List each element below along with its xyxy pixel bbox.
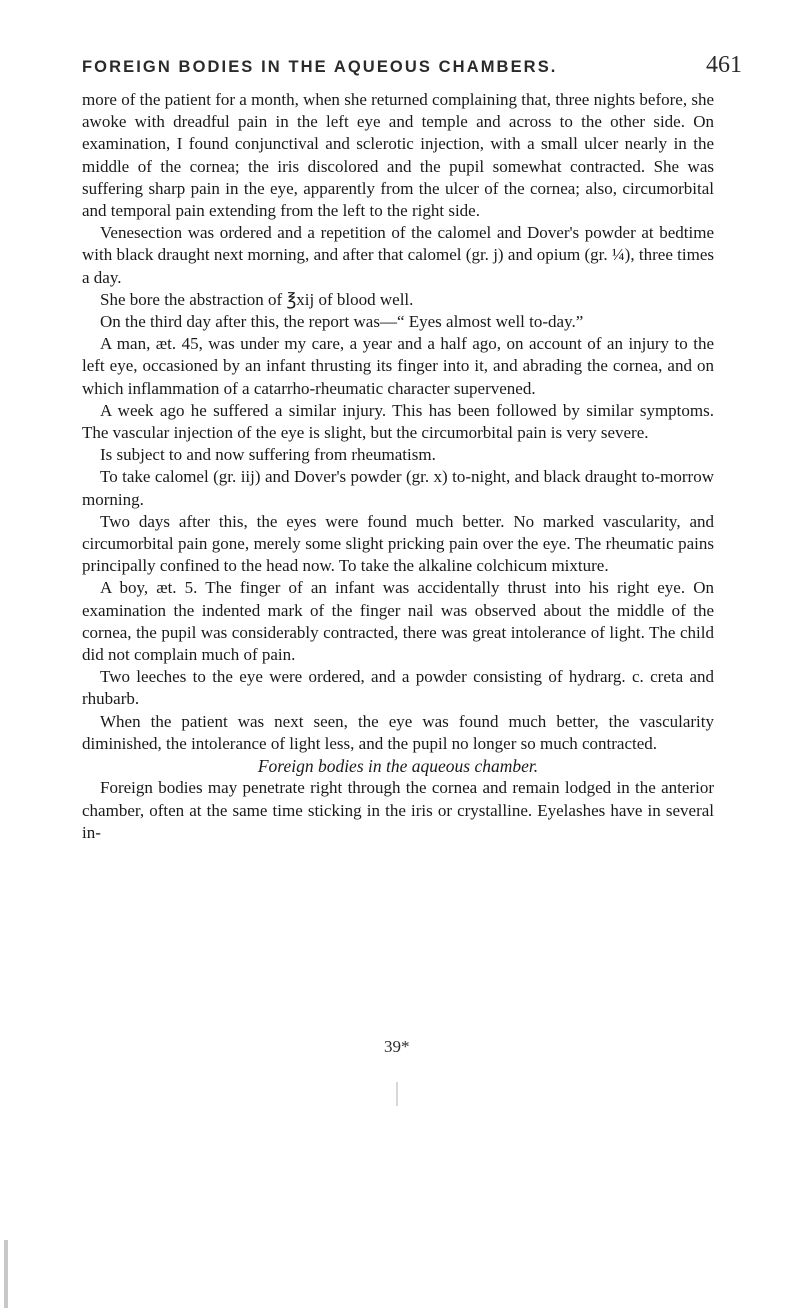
running-head: FOREIGN BODIES IN THE AQUEOUS CHAMBERS. (82, 58, 558, 76)
signature-mark: 39* (384, 1037, 410, 1056)
body-text (82, 89, 714, 844)
paragraph: Venesection was ordered and a repetition of the calomel and Dover's powder at bedtime with black draught next morning, and after that calomel (gr. j) and opium (gr. ¼), three times a day. (82, 223, 714, 287)
paragraph: Two leeches to the eye were ordered, and a powder consisting of hydrarg. c. creta and rhubarb. (82, 667, 714, 709)
paragraph: She bore the abstraction of ℥xij of blood well. (100, 289, 414, 309)
paragraph: A boy, æt. 5. The finger of an infant was accidentally thrust into his right eye. On examination the indented mark of the finger nail was observed about the middle of the cornea, the pupil was considerably contracted, there was great intolerance of light. The child did not complain much of pain. (82, 578, 714, 665)
paragraph: Is subject to and now suffering from rheumatism. (100, 445, 436, 465)
binding-shadow (396, 1082, 398, 1106)
page-number: 461 (706, 52, 742, 78)
paragraph: When the patient was next seen, the eye was found much better, the vascularity diminished, the intolerance of light less, and the pupil no longer so much contracted. (82, 711, 714, 753)
paragraph: A man, æt. 45, was under my care, a year and a half ago, on account of an injury to the left eye, occasioned by an infant thrusting its finger into it, and abrading the cornea, and on which inflammation of a catarrho-rheumatic character supervened. (82, 334, 714, 398)
section-heading: Foreign bodies in the aqueous chamber. (257, 756, 539, 777)
paragraph: more of the patient for a month, when she returned complaining that, three nights before, she awoke with dreadful pain in the left eye and temple and across to the other side. On examination, I found conjunctival and sclerotic injection, with a small ulcer nearly in the middle of the cornea; the iris discolored and the pupil somewhat contracted. She was suffering sharp pain in the eye, apparently from the ulcer of the cornea; also, circumorbital and temporal pain extending from the left to the right side. (82, 90, 714, 221)
paragraph: Foreign bodies may penetrate right through the cornea and remain lodged in the anterior chamber, often at the same time sticking in the iris or crystalline. Eyelashes have in several in- (82, 778, 714, 842)
paragraph: Two days after this, the eyes were found much better. No marked vascularity, and circumorbital pain gone, merely some slight pricking pain over the eye. The rheumatic pains principally confined to the head now. To take the alkaline colchicum mixture. (82, 511, 714, 576)
binding-shadow (4, 1240, 8, 1308)
paragraph: On the third day after this, the report was—“ Eyes almost well to-day.” (100, 312, 584, 332)
paragraph: A week ago he suffered a similar injury. This has been followed by similar symptoms. The vascular injection of the eye is slight, but the circumorbital pain is very severe. (82, 400, 714, 443)
paragraph: To take calomel (gr. iij) and Dover's powder (gr. x) to-night, and black draught to-morrow morning. (82, 467, 714, 509)
